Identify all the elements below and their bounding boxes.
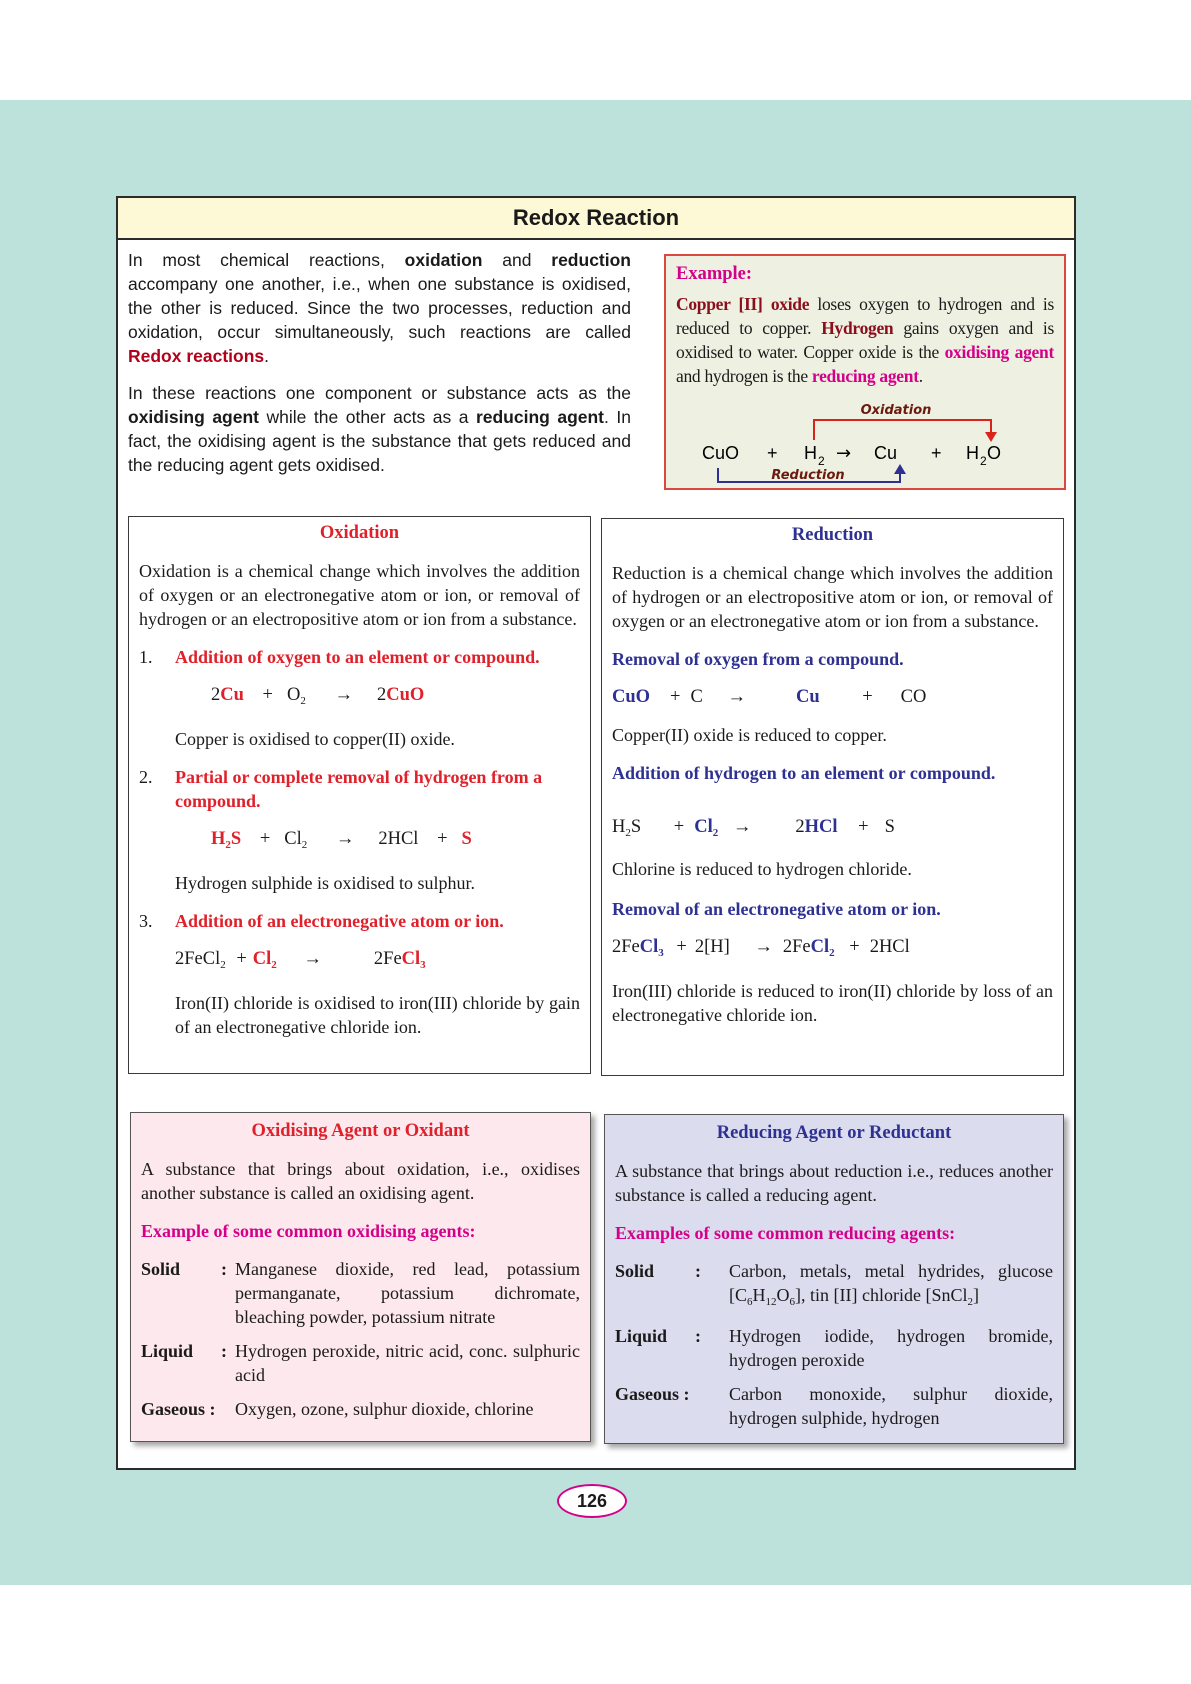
intro-text <box>128 248 631 490</box>
oxidising-agent-heading: Oxidising Agent or Oxidant <box>251 1121 470 1141</box>
gaseous-examples: Oxygen, ozone, sulphur dioxide, chlorine <box>235 1399 534 1419</box>
oxidising-agent-definition: A substance that brings about oxidation, i.e., oxidises another substance is called an oxidising agent. <box>141 1159 580 1203</box>
oxidising-gaseous-row <box>141 1397 580 1421</box>
reduction-arrow-label: Reduction <box>771 468 845 483</box>
reducing-solid-row <box>615 1259 1053 1314</box>
reduction-equation-3: 2FeCl$_3$ + 2[H] → 2FeCl$_2$ + 2HCl <box>612 937 910 959</box>
oxidation-equation-3: 2FeCl$_2$ + $Cl_2$ → 2FeCl$_3$ <box>175 949 426 971</box>
rule-number: 1. <box>139 647 153 667</box>
gaseous-label: Gaseous : <box>141 1399 216 1419</box>
solid-label: Solid <box>615 1261 655 1281</box>
oxidation-rule-3 <box>139 909 580 933</box>
eq-h2o-o: O <box>987 443 1002 463</box>
reduction-definition: Reduction is a chemical change which involves the addition of hydrogen or an electropositive atom or ion, or removal of oxygen or an electronegative atom or ion from a substance. <box>612 563 1053 631</box>
reduction-equation-1: CuO + C → Cu + CO <box>612 687 927 707</box>
oxidation-note-3: Iron(II) chloride is oxidised to iron(III) chloride by gain of an electronegative chloride ion. <box>175 993 580 1037</box>
oxidation-box <box>128 516 591 1074</box>
colon: : <box>221 1259 227 1279</box>
oxidising-solid-row <box>141 1257 580 1329</box>
eq-plus-1: + <box>767 443 778 463</box>
example-box <box>664 254 1066 490</box>
intro-paragraph-2: In these reactions one component or substance acts as the oxidising agent while the other acts as a reducing agent. In fact, the oxidising agent is the substance that gets reduced and the reducing agent gets oxidised. <box>128 383 631 475</box>
reduction-note-1: Copper(II) oxide is reduced to copper. <box>612 725 887 745</box>
redox-equation-diagram <box>676 402 1056 488</box>
example-text: Copper [II] oxide loses oxygen to hydrogen and is reduced to copper. Hydrogen gains oxygen and is oxidised to water. Copper oxide is the oxidising agent and hydrogen is the reducing agent. <box>676 294 1054 386</box>
reduction-note-2: Chlorine is reduced to hydrogen chloride. <box>612 859 912 879</box>
reduction-rule-3: Removal of an electronegative atom or ion. <box>612 899 941 919</box>
reducing-agent-heading: Reducing Agent or Reductant <box>716 1123 952 1143</box>
eq-cu: Cu <box>874 443 898 463</box>
rule-text: Addition of oxygen to an element or compound. <box>175 647 540 667</box>
example-heading: Example: <box>676 264 753 284</box>
reducing-agent-definition: A substance that brings about reduction i.e., reduces another substance is called a reducing agent. <box>615 1161 1053 1205</box>
solid-examples: Carbon, metals, metal hydrides, glucose $[C_6H_{12}O_6]$, tin [II] chloride [SnCl$_2$] <box>729 1261 1053 1308</box>
reducing-liquid-row <box>615 1324 1053 1372</box>
reduction-heading: Reduction <box>791 525 874 545</box>
eq-cuo: CuO <box>702 443 740 463</box>
gaseous-examples: Carbon monoxide, sulphur dioxide, hydrogen sulphide, hydrogen <box>729 1384 1053 1428</box>
eq-plus-2: + <box>931 443 942 463</box>
rule-number: 2. <box>139 767 153 787</box>
reduction-equation-2: $H_2S + Cl_2 \to 2HCl + S$ <box>612 817 895 839</box>
colon: : <box>695 1261 701 1281</box>
liquid-label: Liquid <box>141 1341 194 1361</box>
content-sheet <box>116 196 1076 1470</box>
gaseous-label: Gaseous : <box>615 1384 690 1404</box>
page-title: Redox Reaction <box>118 198 1074 240</box>
rule-text: Partial or complete removal of hydrogen from a compound. <box>175 767 543 811</box>
oxidising-examples-heading: Example of some common oxidising agents: <box>141 1221 476 1241</box>
eq-h2o-sub: 2 <box>980 454 987 468</box>
colon: : <box>695 1326 701 1346</box>
eq-h2: H <box>804 443 817 463</box>
eq-h2o-h: H <box>966 443 979 463</box>
liquid-examples: Hydrogen iodide, hydrogen bromide, hydrogen peroxide <box>729 1326 1053 1370</box>
oxidation-note-2: Hydrogen sulphide is oxidised to sulphur. <box>175 873 475 893</box>
reduction-note-3: Iron(III) chloride is reduced to iron(II) chloride by loss of an electronegative chloride ion. <box>612 981 1053 1025</box>
solid-label: Solid <box>141 1259 181 1279</box>
oxidation-heading: Oxidation <box>319 523 400 543</box>
colon: : <box>221 1341 227 1361</box>
reducing-gaseous-row <box>615 1382 1053 1430</box>
oxidation-equation-1: $2Cu + O_2 \to 2CuO$ <box>211 685 425 707</box>
oxidation-equation-2: $H_2S + Cl_2 \to 2HCl + S$ <box>211 829 472 851</box>
page-number: 126 <box>557 1484 627 1518</box>
oxidation-rule-2 <box>139 765 580 813</box>
solid-examples: Manganese dioxide, red lead, potassium permanganate, potassium dichromate, bleaching powder, potassium nitrate <box>235 1259 580 1327</box>
reduction-box <box>601 518 1064 1076</box>
oxidation-definition: Oxidation is a chemical change which involves the addition of oxygen or an electronegative atom or ion, or removal of hydrogen or an electropositive atom or ion from a substance. <box>139 561 580 629</box>
oxidation-rule-1 <box>139 645 580 669</box>
eq-arrow: → <box>836 443 852 464</box>
eq-h2-sub: 2 <box>818 454 825 468</box>
oxidation-arrow <box>814 420 991 440</box>
reduction-rule-2: Addition of hydrogen to an element or compound. <box>612 763 996 783</box>
reducing-agent-box <box>604 1114 1064 1444</box>
reduction-rule-1: Removal of oxygen from a compound. <box>612 649 904 669</box>
oxidation-arrowhead <box>985 432 997 442</box>
rule-number: 3. <box>139 911 153 931</box>
oxidising-agent-box <box>130 1112 591 1442</box>
oxidation-note-1: Copper is oxidised to copper(II) oxide. <box>175 729 455 749</box>
oxidation-arrow-label: Oxidation <box>860 403 932 418</box>
rule-text: Addition of an electronegative atom or ion. <box>175 911 504 931</box>
reduction-arrowhead <box>894 464 906 474</box>
oxidising-liquid-row <box>141 1339 580 1387</box>
liquid-label: Liquid <box>615 1326 668 1346</box>
intro-paragraph-1: In most chemical reactions, oxidation and reduction accompany one another, i.e., when one substance is oxidised, the other is reduced. Since the two processes, reduction and oxidation, occur simultaneously, such reactions are called Redox reactions. <box>128 250 631 366</box>
reducing-examples-heading: Examples of some common reducing agents: <box>615 1223 956 1243</box>
liquid-examples: Hydrogen peroxide, nitric acid, conc. sulphuric acid <box>235 1341 580 1385</box>
